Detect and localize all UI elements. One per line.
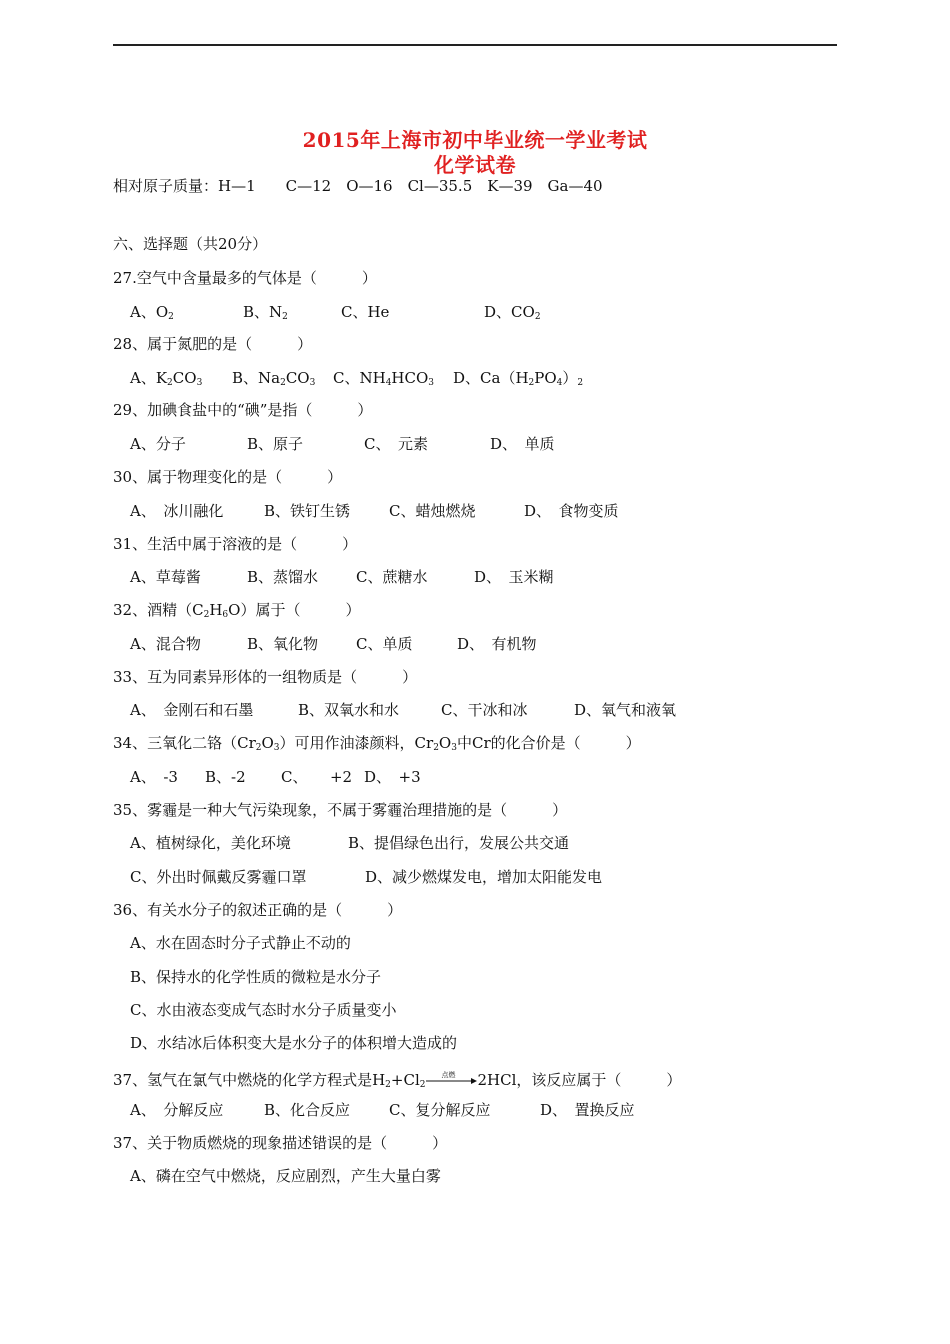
q33-stem: 33、互为同素异形体的一组物质是（ ） — [113, 668, 418, 686]
q30-stem: 30、属于物理变化的是（ ） — [113, 468, 343, 486]
q34-option-a: A、 -3 — [130, 768, 178, 786]
q35-option-d: D、减少燃煤发电，增加太阳能发电 — [365, 868, 603, 886]
q33-option-c: C、干冰和冰 — [441, 701, 528, 719]
q35-option-c: C、外出时佩戴反雾霾口罩 — [130, 868, 307, 886]
q27-stem: 27.空气中含量最多的气体是（ ） — [113, 269, 377, 287]
q28-option-a: A、$K_2CO_3$ — [130, 369, 203, 388]
q33-option-d: D、氧气和液氧 — [574, 701, 677, 719]
atomic-masses: 相对原子质量：H—1 C—12 O—16 Cl—35.5 K—39 Ga—40 — [113, 177, 603, 195]
q30-option-a: A、 冰川融化 — [130, 502, 224, 520]
q31-stem: 31、生活中属于溶液的是（ ） — [113, 535, 358, 553]
q28-option-c: C、$NH_4HCO_3$ — [333, 369, 435, 388]
q37b-stem: 37、关于物质燃烧的现象描述错误的是（ ） — [113, 1134, 448, 1152]
q34-stem: 34、三氧化二铬$(Cr_2O_3)$可用作油漆颜料，$Cr_2O_3$中Cr的化合价是（ ） — [113, 734, 641, 753]
q35-option-a: A、植树绿化，美化环境 — [130, 834, 291, 852]
q32-stem: 32、酒精$(C_2H_6O)$属于（ ） — [113, 601, 361, 620]
q32-option-a: A、混合物 — [130, 635, 201, 653]
q29-option-c: C、 元素 — [364, 435, 428, 453]
q37a-option-d: D、 置换反应 — [540, 1101, 635, 1119]
q32-option-c: C、单质 — [356, 635, 413, 653]
q37a-option-a: A、 分解反应 — [130, 1101, 224, 1119]
q36-option-a: A、水在固态时分子式静止不动的 — [130, 934, 351, 952]
q37a-option-c: C、复分解反应 — [389, 1101, 491, 1119]
exam-subtitle: 化学试卷 — [434, 153, 516, 177]
q30-option-b: B、铁钉生锈 — [264, 502, 351, 520]
q34-option-c: C、 +2 — [281, 768, 353, 786]
q37a-stem: 37、氢气在氯气中燃烧的化学方程式是$H_2+Cl_2$ 点燃 2HCl，该反应属于（ ） — [113, 1070, 681, 1090]
q36-option-b: B、保持水的化学性质的微粒是水分子 — [130, 968, 382, 986]
q32-option-d: D、 有机物 — [457, 635, 537, 653]
reaction-arrow — [425, 1071, 477, 1088]
q29-stem: 29、加碘食盐中的“碘”是指（ ） — [113, 401, 373, 419]
q27-option-d: D、$CO_2$ — [484, 303, 541, 322]
q34-option-d: D、 +3 — [364, 768, 421, 786]
q37a-option-b: B、化合反应 — [264, 1101, 351, 1119]
exam-title: 2015年上海市初中毕业统一学业考试 — [302, 128, 648, 152]
q31-option-d: D、 玉米糊 — [474, 568, 554, 586]
q27-option-b: B、$N_2$ — [243, 303, 288, 322]
q29-option-d: D、 单质 — [490, 435, 555, 453]
top-rule — [113, 44, 837, 46]
q33-option-b: B、双氧水和水 — [298, 701, 400, 719]
q27-option-a: A、$O_2$ — [130, 303, 174, 322]
q36-option-c: C、水由液态变成气态时水分子质量变小 — [130, 1001, 397, 1019]
q30-option-d: D、 食物变质 — [524, 502, 619, 520]
q29-option-a: A、分子 — [130, 435, 186, 453]
q36-option-d: D、水结冰后体积变大是水分子的体积增大造成的 — [130, 1034, 458, 1052]
q36-stem: 36、有关水分子的叙述正确的是（ ） — [113, 901, 403, 919]
q35-option-b: B、提倡绿色出行，发展公共交通 — [348, 834, 570, 852]
q35-stem: 35、雾霾是一种大气污染现象，不属于雾霾治理措施的是（ ） — [113, 801, 568, 819]
q31-option-c: C、蔗糖水 — [356, 568, 428, 586]
q30-option-c: C、蜡烛燃烧 — [389, 502, 476, 520]
q28-stem: 28、属于氮肥的是（ ） — [113, 335, 313, 353]
q31-option-a: A、草莓酱 — [130, 568, 201, 586]
q28-option-b: B、$Na_2CO_3$ — [232, 369, 316, 388]
q32-option-b: B、氧化物 — [247, 635, 319, 653]
q34-option-b: B、-2 — [205, 768, 246, 786]
q33-option-a: A、 金刚石和石墨 — [130, 701, 254, 719]
q27-option-c: C、He — [341, 303, 390, 321]
q31-option-b: B、蒸馏水 — [247, 568, 319, 586]
q29-option-b: B、原子 — [247, 435, 304, 453]
q37b-option-a: A、磷在空气中燃烧，反应剧烈，产生大量白雾 — [130, 1167, 441, 1185]
reaction-condition: 点燃 — [441, 1071, 456, 1079]
section-heading: 六、选择题（共20分） — [113, 235, 268, 253]
q28-option-d: D、$Ca(H_2PO_4)_2$ — [453, 369, 584, 388]
